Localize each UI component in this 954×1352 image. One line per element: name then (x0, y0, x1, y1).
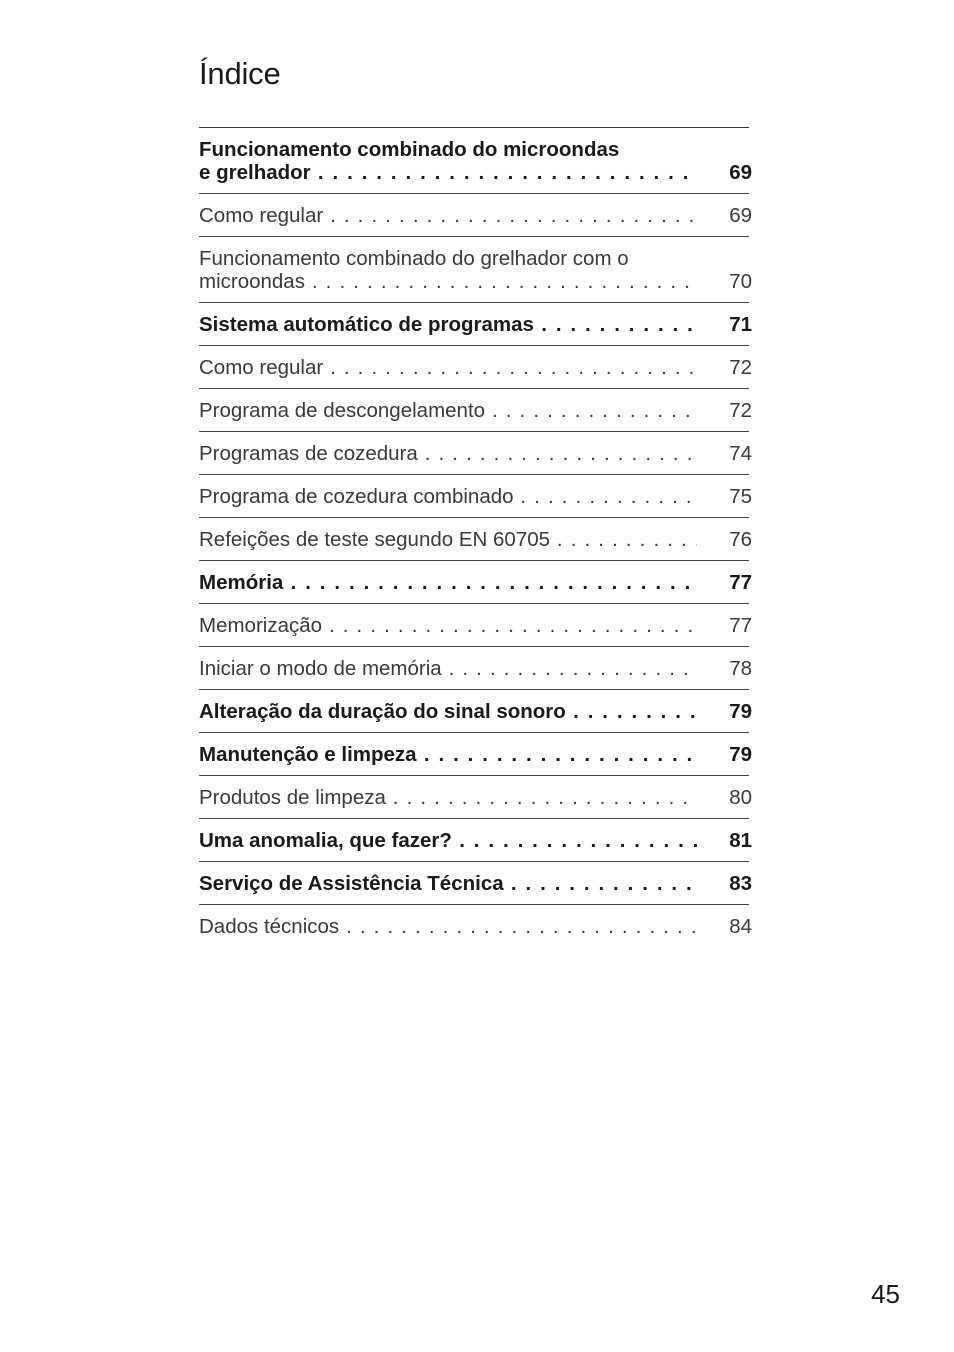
toc-entry-title: Dados técnicos . . . (199, 915, 697, 938)
page-number: 45 (871, 1279, 900, 1309)
toc-entry-title: e grelhador . . . (199, 161, 697, 184)
toc-entry-page: 83 (729, 872, 752, 895)
toc-entry[interactable] (199, 432, 752, 475)
toc-entry-page: 72 (729, 399, 752, 422)
toc-entry[interactable] (199, 194, 752, 237)
toc-entry-page: 71 (729, 313, 752, 336)
toc-entry-title: Como regular . . . (199, 204, 697, 227)
toc-entry-title-line1: Funcionamento combinado do grelhador com o (199, 247, 629, 270)
toc-entry[interactable] (199, 776, 752, 819)
toc-entry-page: 70 (729, 270, 752, 293)
toc-entry-title: Alteração da duração do sinal sonoro . . . (199, 700, 697, 723)
toc-entry[interactable] (199, 819, 752, 862)
toc-entry-title: Programa de descongelamento . . . (199, 399, 697, 422)
toc-entry-page: 77 (729, 571, 752, 594)
toc-entry-page: 69 (729, 204, 752, 227)
toc-entry-page: 77 (729, 614, 752, 637)
toc-entry[interactable] (199, 237, 752, 303)
toc-entry-page: 79 (729, 743, 752, 766)
toc-entry-title-line1: Funcionamento combinado do microondas (199, 138, 620, 161)
toc-entry[interactable] (199, 604, 752, 647)
toc-entry[interactable] (199, 346, 752, 389)
toc-entry[interactable] (199, 518, 752, 561)
toc-entry[interactable] (199, 475, 752, 518)
toc-entry-title: Programa de cozedura combinado . . . (199, 485, 697, 508)
toc-entry-title: Como regular . . . (199, 356, 697, 379)
toc-entry[interactable] (199, 303, 752, 346)
toc-entry-page: 69 (729, 161, 752, 184)
toc-entry-title: Produtos de limpeza . . . (199, 786, 697, 809)
toc-entry-page: 84 (729, 915, 752, 938)
toc-entry-title: Refeições de teste segundo EN 60705 . . . (199, 528, 697, 551)
toc-entry-page: 72 (729, 356, 752, 379)
toc-entry-title: Programas de cozedura . . . (199, 442, 697, 465)
toc-entry-page: 76 (729, 528, 752, 551)
toc-entry-title: Memorização . . . (199, 614, 697, 637)
table-of-contents (199, 127, 752, 947)
toc-entry[interactable] (199, 905, 752, 947)
toc-entry-title: Sistema automático de programas . . . (199, 313, 697, 336)
toc-entry[interactable] (199, 647, 752, 690)
toc-entry-title: Manutenção e limpeza . . . (199, 743, 697, 766)
toc-entry-title: Uma anomalia, que fazer? . . . (199, 829, 697, 852)
toc-entry-page: 78 (729, 657, 752, 680)
toc-entry-title: Serviço de Assistência Técnica . . . (199, 872, 697, 895)
toc-entry[interactable] (199, 389, 752, 432)
toc-entry-page: 75 (729, 485, 752, 508)
toc-entry[interactable] (199, 561, 752, 604)
toc-entry[interactable] (199, 733, 752, 776)
toc-entry-title: microondas . . . (199, 270, 697, 293)
toc-entry[interactable] (199, 862, 752, 905)
toc-entry-page: 74 (729, 442, 752, 465)
toc-entry-page: 81 (729, 829, 752, 852)
toc-entry-page: 79 (729, 700, 752, 723)
toc-entry[interactable] (199, 128, 752, 194)
page-title: Índice (199, 56, 281, 91)
toc-entry-title: Memória . . . (199, 571, 697, 594)
toc-entry[interactable] (199, 690, 752, 733)
toc-entry-title: Iniciar o modo de memória . . . (199, 657, 697, 680)
toc-entry-page: 80 (729, 786, 752, 809)
